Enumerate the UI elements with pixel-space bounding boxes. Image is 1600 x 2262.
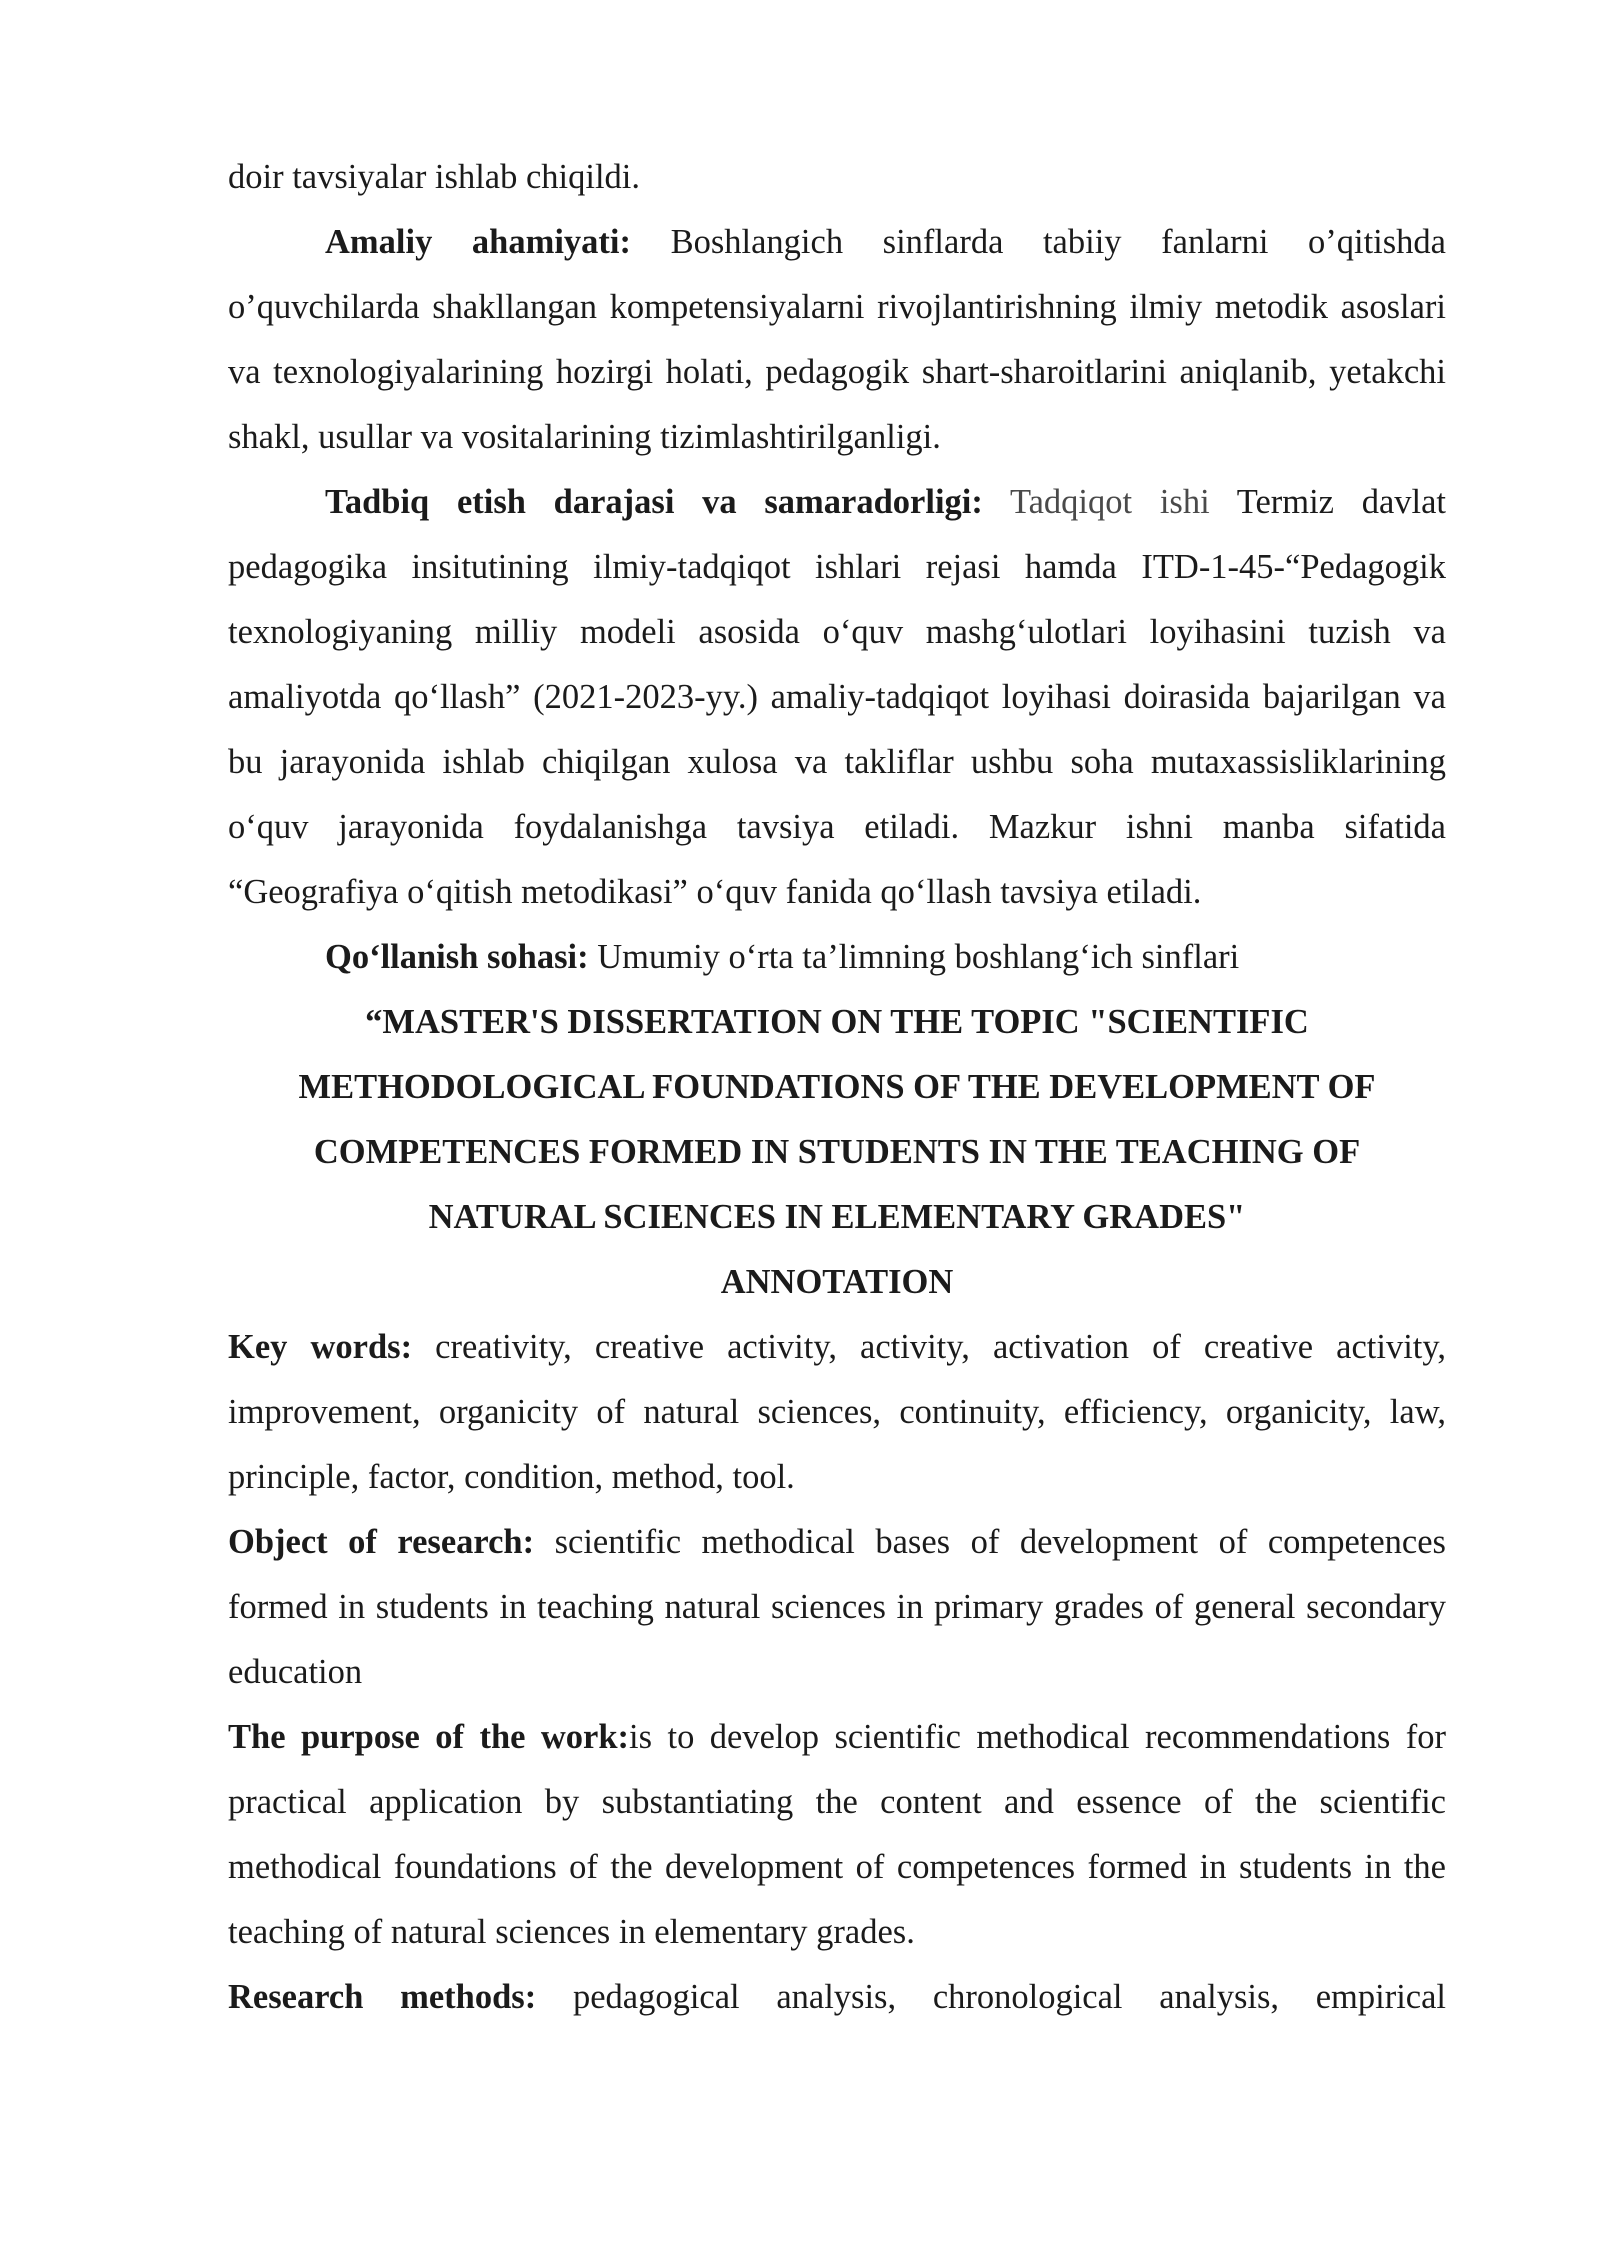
dissertation-title-line: NATURAL SCIENCES IN ELEMENTARY GRADES" [428,1198,1246,1236]
dissertation-title-line: METHODOLOGICAL FOUNDATIONS OF THE DEVELOPMENT OF [298,1068,1376,1106]
application-area-paragraph [228,925,1446,990]
practical-significance-text: Boshlangich sinflarda tabiiy fanlarni o’qitishda o’quvchilarda shakllangan kompetensiyalarni rivojlantirishning ilmiy metodik asoslari va texnologiyalarining hozirgi holati, pedagogik shart-sharoitlarini aniqlanib, yetakchi shakl, usullar va vositalarining tizimlashtirilganligi. [228,223,1446,456]
implementation-text: Termiz davlat pedagogika insitutining ilmiy-tadqiqot ishlari rejasi hamda ITD-1-45-“Pedagogik texnologiyaning milliy modeli asosida o‘quv mashg‘ulotlari loyihasini tuzish va amaliyotda qo‘llash” (2021-2023-yy.) amaliy-tadqiqot loyihasi doirasida bajarilgan va bu jarayonida ishlab chiqilgan xulosa va takliflar ushbu soha mutaxassisliklarining o‘quv jarayonida foydalanishga tavsiya etiladi. Mazkur ishni manba sifatida “Geografiya o‘qitish metodikasi” o‘quv fanida qo‘llash tavsiya etiladi. [228,483,1447,911]
intro-tail-paragraph: doir tavsiyalar ishlab chiqildi. [228,158,640,196]
key-words-text: creativity, creative activity, activity, activation of creative activity, improvement, organicity of natural sciences, continuity, efficiency, organicity, law, principle, factor, condition, method, tool. [228,1328,1446,1496]
practical-significance-paragraph [228,210,1446,470]
research-methods-text: pedagogical analysis, chronological analysis, empirical [536,1978,1446,2016]
object-of-research-text: scientific methodical bases of development of competences formed in students in teaching natural sciences in primary grades of general secondary education [228,1523,1446,1691]
document-page [228,145,1446,2030]
research-methods-label: Research methods: [228,1978,537,2016]
annotation-heading: ANNOTATION [720,1263,954,1301]
implementation-label: Tadbiq etish darajasi va samaradorligi: [325,483,983,521]
application-area-text: Umumiy o‘rta ta’limning boshlang‘ich sinflari [588,938,1240,976]
object-of-research-label: Object of research: [228,1523,535,1561]
application-area-label: Qo‘llanish sohasi: [325,938,589,976]
key-words-label: Key words: [228,1328,413,1366]
purpose-label: The purpose of the work: [228,1718,630,1756]
purpose-text: is to develop scientific methodical recommendations for practical application by substantiating the content and essence of the scientific methodical foundations of the development of competences formed in students in the teaching of natural sciences in elementary grades. [228,1718,1446,1951]
dissertation-title [228,990,1446,1250]
research-methods-paragraph [228,1965,1446,2030]
dissertation-title-line: “MASTER'S DISSERTATION ON THE TOPIC "SCIENTIFIC [365,1003,1309,1041]
purpose-paragraph [228,1705,1446,1965]
practical-significance-label: Amaliy ahamiyati: [325,223,631,261]
implementation-paragraph [228,470,1446,925]
dissertation-title-line: COMPETENCES FORMED IN STUDENTS IN THE TEACHING OF [313,1133,1361,1171]
object-of-research-paragraph [228,1510,1446,1705]
key-words-paragraph [228,1315,1446,1510]
implementation-lead: Tadqiqot ishi [982,483,1210,521]
